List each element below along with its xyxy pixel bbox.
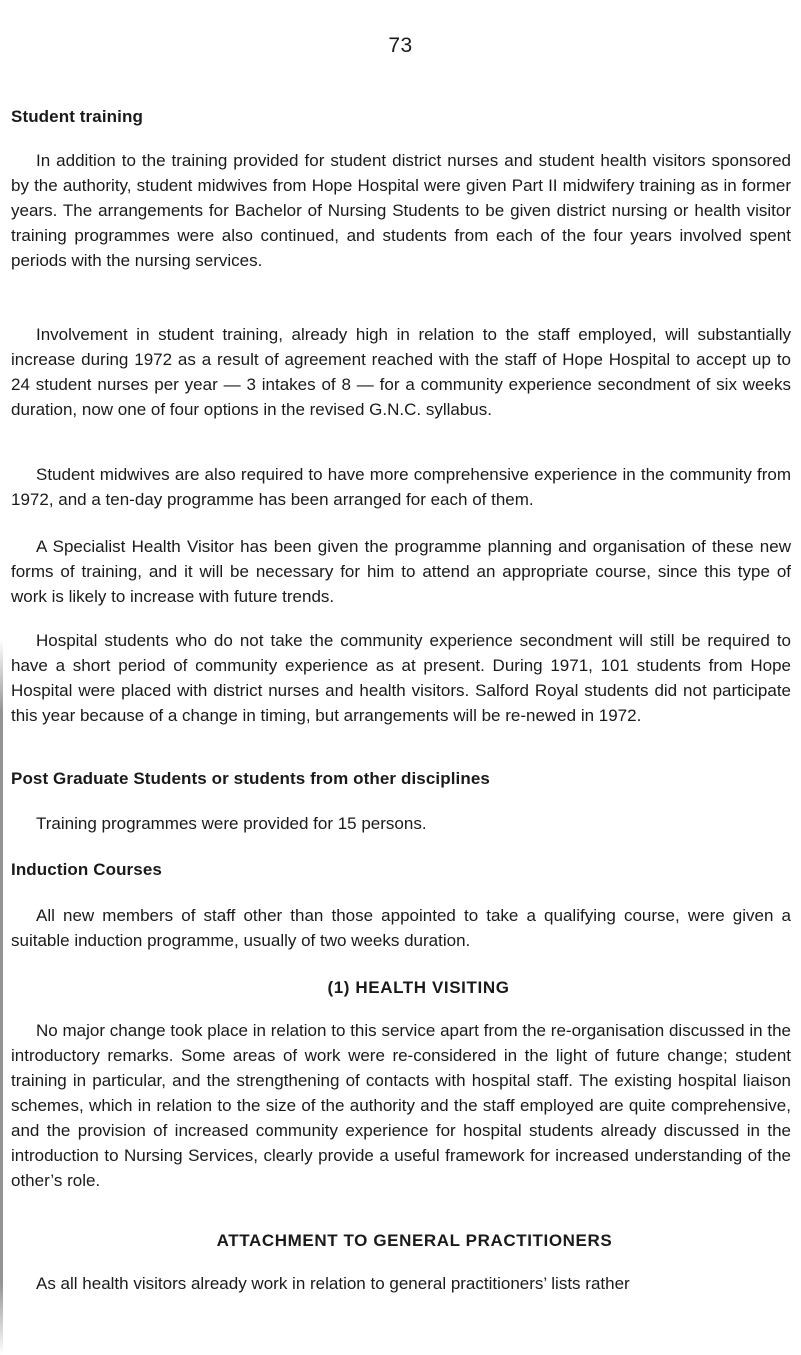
paragraph-student-training-5: Hospital students who do not take the community experience secondment will still be required to have a short period of community experience as at present. During 1971, 101 students from Hope Hospital were placed with district nurses and health visitors. Salford Royal students did not participate this year because of a change in timing, but arrangements will be re-newed in 1972. [11,631,791,725]
heading-student-training: Student training [11,107,143,126]
paragraph-post-graduate: Training programmes were provided for 15 persons. [36,814,427,833]
heading-induction-courses: Induction Courses [11,860,162,879]
paragraph-student-training-1: In addition to the training provided for student district nurses and student health visitors sponsored by the authority, student midwives from Hope Hospital were given Part II midwifery training as in former years. The arrangements for Bachelor of Nursing Students to be given district nursing or health visitor training programmes were also continued, and students from each of the four years involved spent periods with the nursing services. [11,151,791,270]
paragraph-student-training-3: Student midwives are also required to have more comprehensive experience in the community from 1972, and a ten-day programme has been arranged for each of them. [11,465,791,509]
page-number: 73 [388,34,413,57]
scan-edge-shadow [0,640,3,1355]
heading-health-visiting: (1) HEALTH VISITING [327,978,510,997]
heading-post-graduate: Post Graduate Students or students from other disciplines [11,769,490,788]
paragraph-health-visiting: No major change took place in relation to this service apart from the re-organisation discussed in the introductory remarks. Some areas of work were re-considered in the light of future change; student training in particular, and the strengthening of contacts with hospital staff. The existing hospital liaison schemes, which in relation to the size of the authority and the staff employed are quite comprehensive, and the provision of increased community experience for hospital students already discussed in the introduction to Nursing Services, clearly provide a useful framework for increased understanding of the other’s role. [11,1021,791,1190]
paragraph-student-training-2: Involvement in student training, already high in relation to the staff employed, will substantially increase during 1972 as a result of agreement reached with the staff of Hope Hospital to accept up to 24 student nurses per year — 3 intakes of 8 — for a community experience secondment of six weeks duration, now one of four options in the revised G.N.C. syllabus. [11,325,791,419]
paragraph-attachment-gp: As all health visitors already work in relation to general practitioners’ lists rather [36,1274,630,1293]
paragraph-induction-courses: All new members of staff other than those appointed to take a qualifying course, were given a suitable induction programme, usually of two weeks duration. [11,906,791,950]
heading-attachment-gp: ATTACHMENT TO GENERAL PRACTITIONERS [216,1231,613,1250]
paragraph-student-training-4: A Specialist Health Visitor has been given the programme planning and organisation of these new forms of training, and it will be necessary for him to attend an appropriate course, since this type of work is likely to increase with future trends. [11,537,791,606]
